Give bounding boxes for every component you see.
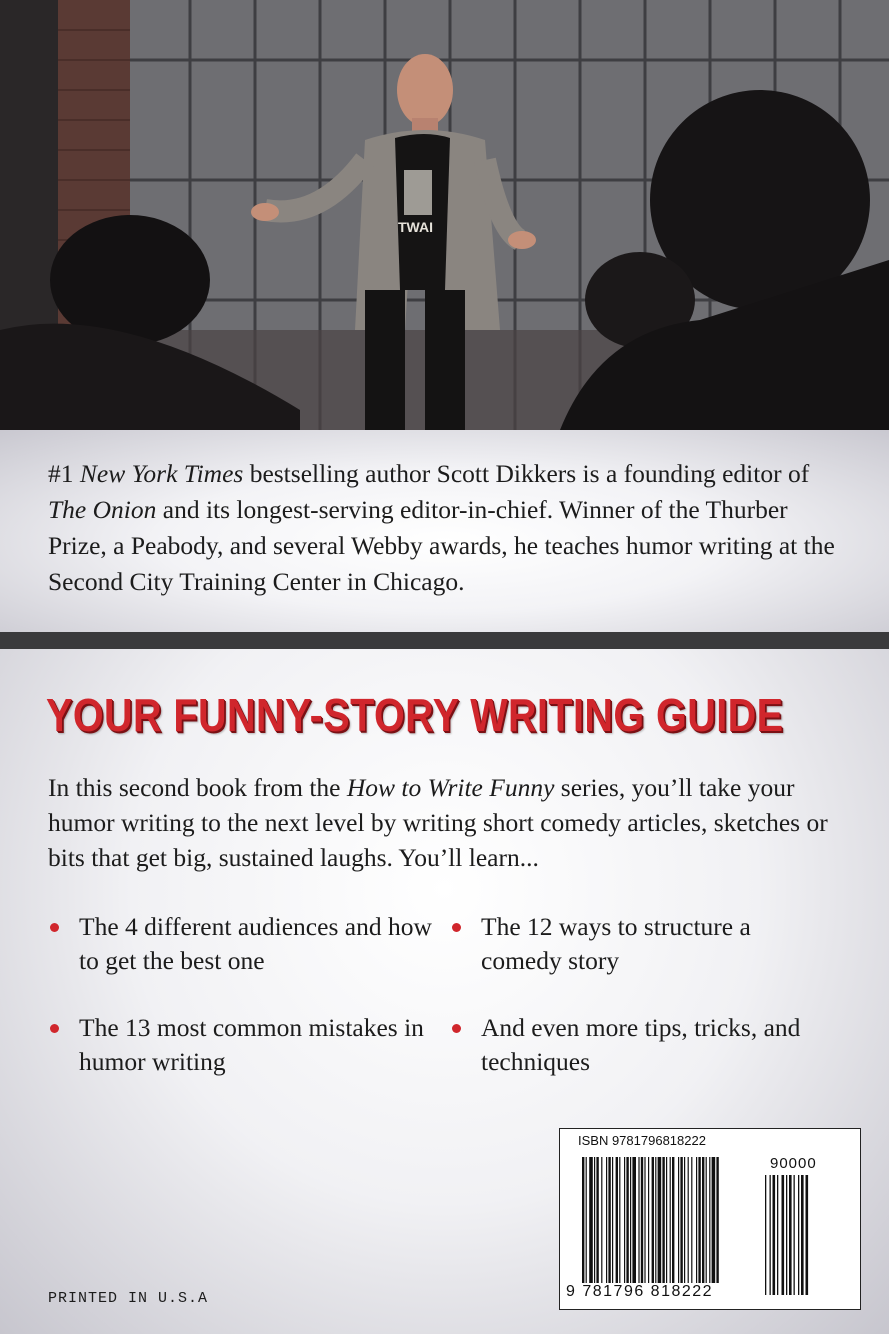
- cover-photo: [0, 0, 889, 430]
- bullet-item: [79, 910, 439, 978]
- barcode-bar: [698, 1157, 700, 1283]
- barcode-digits: 9 781796 818222: [566, 1283, 714, 1300]
- barcode-bar: [619, 1157, 620, 1283]
- isbn-label: ISBN 9781796818222: [578, 1133, 706, 1148]
- barcode-bar: [688, 1157, 689, 1283]
- barcode-bars: [560, 1129, 860, 1309]
- author-bio-panel: [0, 430, 889, 632]
- barcode-bar: [684, 1157, 685, 1283]
- barcode-addon-bar: [806, 1175, 809, 1295]
- barcode-bar: [648, 1157, 649, 1283]
- headline: YOUR FUNNY-STORY WRITING GUIDE: [46, 689, 784, 741]
- barcode-addon-bar: [782, 1175, 785, 1295]
- barcode-bar: [606, 1157, 607, 1283]
- barcode-addon-bar: [798, 1175, 799, 1295]
- barcode-bar: [696, 1157, 697, 1283]
- bullet-dot-icon: [452, 1024, 461, 1033]
- intro-paragraph: In this second book from the How to Write Funny series, you’ll take your humor writing to the next level by writing short comedy articles, sketches or bits that get big, sustained laughs. You’ll learn...: [48, 773, 828, 872]
- divider-band: [0, 632, 889, 649]
- barcode-bar: [616, 1157, 618, 1283]
- barcode-bar: [594, 1157, 595, 1283]
- shirt-text: TWAI: [398, 219, 433, 235]
- barcode-bar: [586, 1157, 587, 1283]
- barcode-bar: [638, 1157, 639, 1283]
- speaker-head: [397, 54, 453, 126]
- barcode-bar: [672, 1157, 674, 1283]
- barcode-bar: [641, 1157, 643, 1283]
- barcode-bar: [709, 1157, 710, 1283]
- barcode-bar: [582, 1157, 584, 1283]
- barcode: [559, 1128, 861, 1310]
- barcode-addon-bar: [794, 1175, 795, 1295]
- barcode-bar: [630, 1157, 631, 1283]
- stage-scene: [0, 0, 889, 430]
- barcode-addon-bar: [786, 1175, 787, 1295]
- barcode-bar: [706, 1157, 707, 1283]
- barcode-bar: [596, 1157, 598, 1283]
- bullet-item: [79, 1011, 439, 1079]
- barcode-bar: [658, 1157, 662, 1283]
- barcode-addon-bar: [770, 1175, 771, 1295]
- bullet-text: And even more tips, tricks, and techniques: [481, 1013, 801, 1076]
- bullet-text: The 12 ways to structure a comedy story: [481, 912, 751, 975]
- barcode-bar: [612, 1157, 613, 1283]
- barcode-bar: [626, 1157, 628, 1283]
- speaker-leg-left: [365, 290, 405, 430]
- barcode-bar: [655, 1157, 656, 1283]
- barcode-bar: [624, 1157, 625, 1283]
- speaker-leg-right: [425, 290, 465, 430]
- barcode-addon-bar: [777, 1175, 778, 1295]
- barcode-addon-bar: [789, 1175, 792, 1295]
- barcode-bar: [662, 1157, 664, 1283]
- barcode-bar: [678, 1157, 679, 1283]
- barcode-bar: [712, 1157, 716, 1283]
- barcode-bar: [644, 1157, 645, 1283]
- barcode-bar: [601, 1157, 602, 1283]
- barcode-bar: [589, 1157, 593, 1283]
- barcode-bar: [716, 1157, 718, 1283]
- bullet-item: [481, 1011, 841, 1079]
- barcode-bar: [608, 1157, 610, 1283]
- barcode-bar: [666, 1157, 667, 1283]
- author-bio: #1 New York Times bestselling author Scott Dikkers is a founding editor of The Onion and its longest-serving editor-in-chief. Winner of the Thurber Prize, a Peabody, and several Webby awards, he teaches humor writing at the Second City Training Center in Chicago.: [48, 459, 835, 596]
- barcode-addon-bar: [801, 1175, 804, 1295]
- bullet-dot-icon: [50, 1024, 59, 1033]
- bullet-dot-icon: [50, 923, 59, 932]
- price-code: 90000: [770, 1155, 817, 1172]
- bullet-text: The 4 different audiences and how to get the best one: [79, 912, 432, 975]
- barcode-bar: [652, 1157, 654, 1283]
- barcode-bar: [680, 1157, 682, 1283]
- bullet-dot-icon: [452, 923, 461, 932]
- barcode-bar: [702, 1157, 704, 1283]
- barcode-bar: [670, 1157, 671, 1283]
- printed-in-usa: PRINTED IN U.S.A: [48, 1290, 209, 1307]
- bullet-text: The 13 most common mistakes in humor writing: [79, 1013, 424, 1076]
- bullet-item: [481, 910, 801, 978]
- barcode-addon-bar: [765, 1175, 766, 1295]
- barcode-bar: [691, 1157, 692, 1283]
- barcode-bar: [632, 1157, 636, 1283]
- barcode-addon-bar: [773, 1175, 776, 1295]
